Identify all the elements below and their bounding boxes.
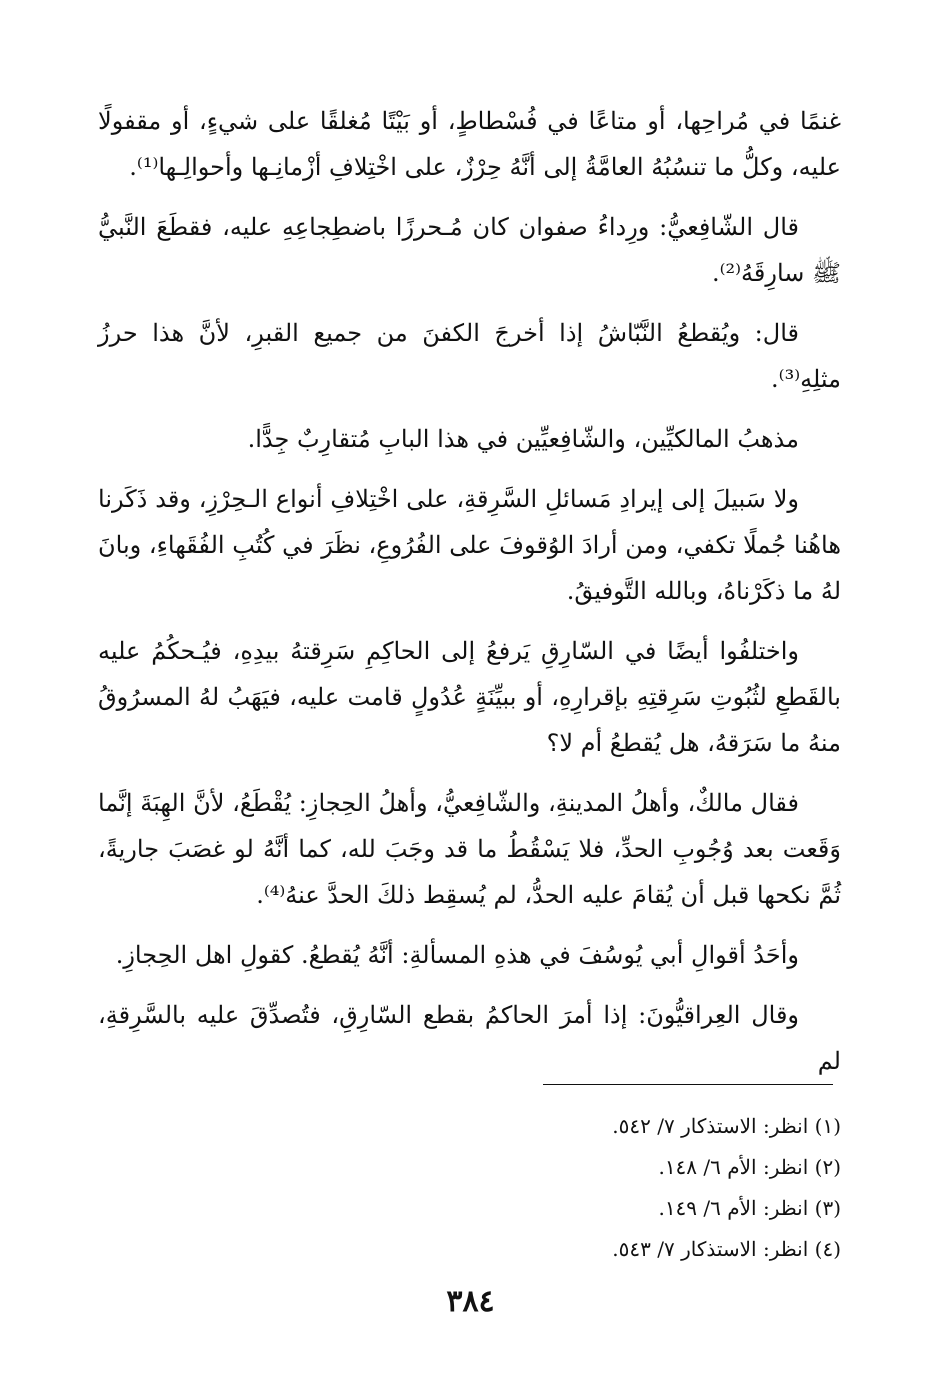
main-text xyxy=(98,98,841,1098)
footnotes xyxy=(98,1106,841,1270)
paragraph-abu-yusuf: وأحَدُ أقوالِ أبي يُوسُفَ في هذهِ المسألةِ: أنَّهُ يُقطعُ. كقولِ اهل الحِجازِ. xyxy=(115,941,799,969)
footnote-4: (٤) انظر: الاستذكار ٧/ ٥٤٣. xyxy=(612,1237,841,1261)
footnote-divider xyxy=(543,1084,833,1085)
paragraph-malik: فقال مالكٌ، وأهلُ المدينةِ، والشّافِعيُّ، وأهلُ الحِجازِ: يُقْطَعُ، لأنَّ الهِبَةَ إنَّما وَقَعت بعد وُجُوبِ الحدِّ، فلا يَسْقُطُ ما قد وجَبَ لله، كما أنَّهُ لو غصَبَ جاريةً، ثُمَّ نكحها قبل أن يُقامَ عليه الحدُّ، لم يُسقِط ذلكَ الحدَّ عنهُ⁽⁴⁾. xyxy=(98,789,841,909)
paragraph-no-way: ولا سَبيلَ إلى إيرادِ مَسائلِ السَّرِقةِ، على اخْتِلافِ أنواع الـحِرْزِ، وقد ذَكَرنا هاهُنا جُملًا تكفي، ومن أرادَ الوُقوفَ على الفُرُوعِ، نظَرَ في كُتُبِ الفُقَهاءِ، وبانَ لهُ ما ذكَرْناهُ، وبالله التَّوفيقُ. xyxy=(98,485,841,605)
page-number: ٣٨٤ xyxy=(446,1284,495,1319)
paragraph-iraqis: وقال العِراقيُّونَ: إذا أمرَ الحاكمُ بقطع السّارِقِ، فتُصدِّقَ عليه بالسَّرِقةِ، لم xyxy=(98,1001,841,1075)
footnote-2: (٢) انظر: الأم ٦/ ١٤٨. xyxy=(658,1155,841,1179)
paragraph-shafii-safwan: قال الشّافِعيُّ: ورِداءُ صفوان كان مُـحرزًا باضطِجاعِهِ عليه، فقطَعَ النَّبيُّ ﷺ سارِقَهُ⁽²⁾. xyxy=(98,213,841,287)
paragraph-disagreement: واختلفُوا أيضًا في السّارِقِ يَرفعُ إلى الحاكِمِ سَرِقتهُ بيدِهِ، فيُـحكُمُ عليه بالقَطعِ لثُبُوتِ سَرِقتِهِ بإقرارِهِ، أو ببيِّنَةٍ عُدُولٍ قامت عليه، فيَهَبُ لهُ المسرُوقُ منهُ ما سَرَقهُ، هل يُقطعُ أم لا؟ xyxy=(98,637,841,757)
paragraph-continuation: غنمًا في مُراحِها، أو متاعًا في فُسْطاطٍ، أو بَيْتًا مُغلقًا على شيءٍ، أو مقفولًا عليه، وكلُّ ما تنسُبُهُ العامَّةُ إلى أنَّهُ حِرْزٌ، على اخْتِلافِ أزْمانِـها وأحوالِـها⁽¹⁾. xyxy=(98,107,841,181)
footnote-1: (١) انظر: الاستذكار ٧/ ٥٤٢. xyxy=(612,1114,841,1138)
paragraph-grave-robber: قال: ويُقطعُ النَّبّاشُ إذا أخرجَ الكفنَ من جميع القبرِ، لأنَّ هذا حرزُ مثلِهِ⁽³⁾. xyxy=(98,319,841,393)
paragraph-madhhab: مذهبُ المالكيِّين، والشّافِعيِّين في هذا البابِ مُتقارِبٌ جِدًّا. xyxy=(247,425,799,453)
footnote-3: (٣) انظر: الأم ٦/ ١٤٩. xyxy=(658,1196,841,1220)
